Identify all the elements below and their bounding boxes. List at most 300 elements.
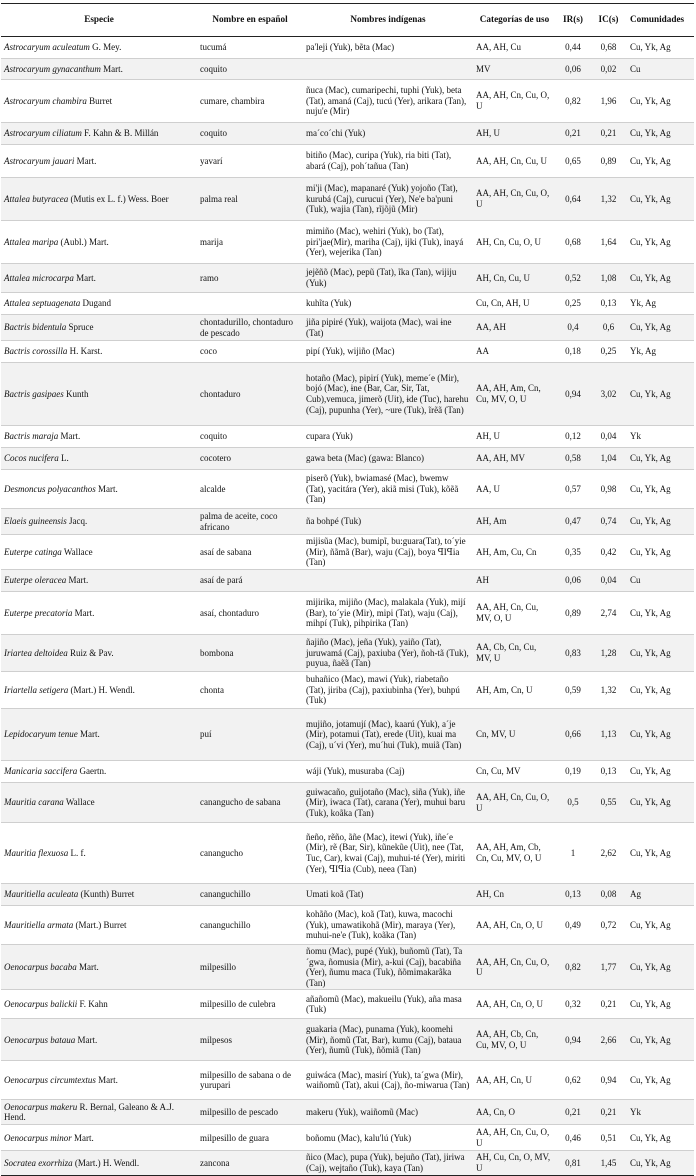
ic-value-cell: 0,89 bbox=[590, 145, 627, 178]
species-author: F. Kahn bbox=[79, 999, 108, 1010]
ic-value-cell: 0,21 bbox=[590, 123, 627, 145]
table-row bbox=[1, 426, 694, 448]
table-row bbox=[1, 315, 694, 341]
common-name-cell: chontadurillo, chontaduro de pescado bbox=[197, 315, 303, 341]
ir-value-cell: 0,94 bbox=[556, 363, 590, 426]
common-name-cell: yavarí bbox=[197, 145, 303, 178]
use-categories-cell: AA, AH, Am, Cn, Cu, MV, O, U bbox=[473, 363, 556, 426]
indigenous-names-cell: kohãño (Mac), koã (Tat), kuwa, macochi (Yuk), umawatikohã (Mir), maraya (Yer), muhui-ne'e (Tuk), koãka (Tan) bbox=[303, 906, 473, 945]
table-row bbox=[1, 341, 694, 363]
common-name-cell: zancona bbox=[197, 1151, 303, 1175]
ic-value-cell: 3,02 bbox=[590, 363, 627, 426]
table-row bbox=[1, 1151, 694, 1175]
table-row bbox=[1, 363, 694, 426]
species-binomial: Attalea maripa bbox=[4, 236, 59, 247]
communities-cell: Cu, Yk, Ag bbox=[627, 315, 694, 341]
table-row bbox=[1, 783, 694, 823]
species-author: F. Kahn & B. Millán bbox=[84, 128, 159, 139]
indigenous-names-cell: ña bohpé (Tuk) bbox=[303, 509, 473, 535]
species-binomial: Astrocaryum jauari bbox=[4, 155, 75, 166]
species-author: Mart. bbox=[74, 1132, 94, 1143]
use-categories-cell: AA, AH bbox=[473, 315, 556, 341]
species-binomial: Attalea septuagenata bbox=[4, 298, 81, 309]
ir-value-cell: 0,21 bbox=[556, 1100, 590, 1125]
table-row bbox=[1, 990, 694, 1019]
ic-value-cell: 0,74 bbox=[590, 509, 627, 535]
indigenous-names-cell: buhañico (Mac), mawi (Yuk), riabetaño (Tat), jiriba (Caj), paxiubinha (Yer), buhpú (Tuk) bbox=[303, 672, 473, 709]
use-categories-cell: AA, AH, Cn, Cu, O, U bbox=[473, 80, 556, 123]
header-ir: IR(s) bbox=[556, 4, 590, 37]
indigenous-names-cell: guakaria (Mac), punama (Yuk), koomehi (Mir), ñomũ (Tat, Bar), kumu (Caj), bataua (Yer), ñumũ (Tuk), ñõmiã (Tan) bbox=[303, 1019, 473, 1061]
common-name-cell bbox=[197, 761, 303, 783]
species-binomial: Iriartella setigera bbox=[4, 684, 69, 695]
species-binomial: Socratea exorrhiza bbox=[4, 1157, 73, 1168]
header-ic: IC(s) bbox=[590, 4, 627, 37]
common-name-cell: alcalde bbox=[197, 470, 303, 509]
species-cell bbox=[1, 178, 197, 221]
species-author: Mart. bbox=[77, 1034, 98, 1045]
species-cell bbox=[1, 37, 197, 59]
indigenous-names-cell: guiwáca (Mac), masirí (Yuk), ta´gwa (Mir), waiñomũ (Tat), akui (Caj), ño-miwarua (Tan) bbox=[303, 1061, 473, 1100]
indigenous-names-cell: añañomũ (Mac), makueilu (Yuk), aña masa (Tuk) bbox=[303, 990, 473, 1019]
ir-value-cell: 0,81 bbox=[556, 1151, 590, 1175]
indigenous-names-cell bbox=[303, 59, 473, 80]
species-binomial: Manicaria saccifera bbox=[4, 766, 78, 777]
common-name-cell: coquito bbox=[197, 59, 303, 80]
common-name-cell: palma de aceite, coco africano bbox=[197, 509, 303, 535]
communities-cell: Cu, Yk, Ag bbox=[627, 221, 694, 264]
species-cell bbox=[1, 906, 197, 945]
species-binomial: Oenocarpus bacaba bbox=[4, 961, 77, 972]
species-author: (Kunth) Burret bbox=[80, 889, 135, 900]
species-cell bbox=[1, 1061, 197, 1100]
table-row bbox=[1, 823, 694, 884]
communities-cell: Cu, Yk, Ag bbox=[627, 823, 694, 884]
ir-value-cell: 0,12 bbox=[556, 426, 590, 448]
indigenous-names-cell: ñeño, rẽño, ãñe (Mac), itewi (Yuk), iñe´e (Mir), rẽ (Bar, Sir), kũnekũe (Uit), nee (Tat, Tuc, Car), kwai (Caj), muhui-té (Yer), miriti (Yer), ꟼIꟼia (Cub), neea (Tan) bbox=[303, 823, 473, 884]
table-row bbox=[1, 672, 694, 709]
use-categories-cell: Cn, Cu, MV bbox=[473, 761, 556, 783]
indigenous-names-cell: bitiño (Mac), curipa (Yuk), ria biti (Tat), abará (Caj), poh´tañua (Tan) bbox=[303, 145, 473, 178]
communities-cell: Cu, Yk, Ag bbox=[627, 264, 694, 293]
communities-cell: Cu, Yk, Ag bbox=[627, 1151, 694, 1175]
communities-cell: Yk, Ag bbox=[627, 341, 694, 363]
species-cell bbox=[1, 448, 197, 470]
ir-value-cell: 0,64 bbox=[556, 178, 590, 221]
table-row bbox=[1, 448, 694, 470]
table-header bbox=[1, 4, 694, 37]
use-categories-cell: AA, AH, Cn, Cu, O, U bbox=[473, 783, 556, 823]
communities-cell: Cu, Yk, Ag bbox=[627, 363, 694, 426]
species-author: Gaertn. bbox=[79, 766, 107, 777]
ic-value-cell: 2,74 bbox=[590, 592, 627, 635]
use-categories-cell: AH, Am, Cu, Cn bbox=[473, 535, 556, 570]
use-categories-cell: AA, AH, Cn, Cu, MV, O, U bbox=[473, 592, 556, 635]
ir-value-cell: 0,4 bbox=[556, 315, 590, 341]
indigenous-names-cell: kuhĩta (Yuk) bbox=[303, 293, 473, 315]
ic-value-cell: 1,77 bbox=[590, 945, 627, 990]
species-binomial: Euterpe precatoria bbox=[4, 607, 73, 618]
header-categorias-uso: Categorías de uso bbox=[473, 4, 556, 37]
communities-cell: Yk bbox=[627, 426, 694, 448]
species-cell bbox=[1, 123, 197, 145]
species-binomial: Astrocaryum aculeatum bbox=[4, 42, 90, 53]
species-cell bbox=[1, 884, 197, 906]
communities-cell: Cu, Yk, Ag bbox=[627, 37, 694, 59]
communities-cell: Cu, Yk, Ag bbox=[627, 1125, 694, 1151]
indigenous-names-cell: hotaño (Mac), pipirí (Yuk), meme´e (Mir), bojó (Mac), ɨne (Bar, Car, Sir, Tat, Cub),vemuca, jimerõ (Uit), ɨde (Tuc), harehu (Caj), pupunha (Yer), ~ure (Tuk), ĩrẽã (Tan) bbox=[303, 363, 473, 426]
species-cell bbox=[1, 823, 197, 884]
species-cell bbox=[1, 145, 197, 178]
table-row bbox=[1, 535, 694, 570]
header-nombre-espanol: Nombre en español bbox=[197, 4, 303, 37]
ic-value-cell: 2,62 bbox=[590, 823, 627, 884]
table-row bbox=[1, 906, 694, 945]
species-author: L. bbox=[61, 453, 69, 464]
ic-value-cell: 0,04 bbox=[590, 426, 627, 448]
species-binomial: Mauritia carana bbox=[4, 797, 64, 808]
species-author: G. Mey. bbox=[92, 42, 122, 53]
communities-cell: Cu, Yk, Ag bbox=[627, 635, 694, 672]
indigenous-names-cell: mijisũa (Mac), bumipĩ, bu:guara(Tat), to´yie (Mir), ñãmã (Bar), waju (Caj), boya ꟼIꟼia (Tan) bbox=[303, 535, 473, 570]
species-author: Mart. bbox=[98, 483, 118, 494]
communities-cell: Cu, Yk, Ag bbox=[627, 178, 694, 221]
table-row bbox=[1, 635, 694, 672]
table-row bbox=[1, 509, 694, 535]
ic-value-cell: 0,21 bbox=[590, 990, 627, 1019]
indigenous-names-cell: ñuca (Mac), cumaripechi, tuphi (Yuk), beta (Tat), amaná (Caj), tucú (Yer), arikara (Tan), nuju'e (Mir) bbox=[303, 80, 473, 123]
table-row bbox=[1, 761, 694, 783]
species-author: Mart. bbox=[79, 961, 99, 972]
species-binomial: Mauritia flexuosa bbox=[4, 847, 69, 858]
species-cell bbox=[1, 635, 197, 672]
table-row bbox=[1, 1061, 694, 1100]
species-cell bbox=[1, 293, 197, 315]
indigenous-names-cell: cupara (Yuk) bbox=[303, 426, 473, 448]
communities-cell: Yk bbox=[627, 1100, 694, 1125]
ir-value-cell: 0,06 bbox=[556, 59, 590, 80]
ir-value-cell: 0,21 bbox=[556, 123, 590, 145]
table-row bbox=[1, 178, 694, 221]
species-author: (Mart.) H. Wendl. bbox=[74, 1157, 140, 1168]
use-categories-cell: AH, Cu, Cn, O, MV, U bbox=[473, 1151, 556, 1175]
species-cell bbox=[1, 363, 197, 426]
table-row bbox=[1, 59, 694, 80]
communities-cell: Cu, Yk, Ag bbox=[627, 145, 694, 178]
ic-value-cell: 1,04 bbox=[590, 448, 627, 470]
use-categories-cell: AA, U bbox=[473, 470, 556, 509]
use-categories-cell: MV bbox=[473, 59, 556, 80]
use-categories-cell: AH, Cn, Cu, U bbox=[473, 264, 556, 293]
indigenous-names-cell: jiña pipiré (Yuk), waijota (Mac), wai ɨne (Tat) bbox=[303, 315, 473, 341]
indigenous-names-cell: ma´co´chi (Yuk) bbox=[303, 123, 473, 145]
species-cell bbox=[1, 672, 197, 709]
species-author: Mart. bbox=[103, 63, 123, 74]
use-categories-cell: AA, AH, MV bbox=[473, 448, 556, 470]
ir-value-cell: 0,5 bbox=[556, 783, 590, 823]
ir-value-cell: 0,46 bbox=[556, 1125, 590, 1151]
species-author: Mart. bbox=[74, 607, 95, 618]
ir-value-cell: 0,65 bbox=[556, 145, 590, 178]
common-name-cell: asaí de pará bbox=[197, 570, 303, 592]
ic-value-cell: 1,45 bbox=[590, 1151, 627, 1175]
species-cell bbox=[1, 426, 197, 448]
table-row bbox=[1, 145, 694, 178]
ir-value-cell: 0,83 bbox=[556, 635, 590, 672]
ir-value-cell: 0,49 bbox=[556, 906, 590, 945]
ir-value-cell: 0,18 bbox=[556, 341, 590, 363]
species-author: Burret bbox=[89, 95, 113, 106]
ic-value-cell: 1,32 bbox=[590, 178, 627, 221]
ir-value-cell: 0,19 bbox=[556, 761, 590, 783]
common-name-cell: cumare, chambira bbox=[197, 80, 303, 123]
use-categories-cell: AA, Cn, O bbox=[473, 1100, 556, 1125]
species-binomial: Bactris maraja bbox=[4, 431, 59, 442]
species-cell bbox=[1, 1125, 197, 1151]
species-cell bbox=[1, 1100, 197, 1125]
species-cell bbox=[1, 535, 197, 570]
ir-value-cell: 0,47 bbox=[556, 509, 590, 535]
species-author: R. Bernal, Galeano & A.J. Hend. bbox=[4, 1101, 174, 1123]
ir-value-cell: 0,68 bbox=[556, 221, 590, 264]
species-cell bbox=[1, 315, 197, 341]
common-name-cell: canangucho bbox=[197, 823, 303, 884]
ic-value-cell: 0,6 bbox=[590, 315, 627, 341]
use-categories-cell: AH, Cn, Cu, O, U bbox=[473, 221, 556, 264]
communities-cell: Cu, Yk, Ag bbox=[627, 990, 694, 1019]
ic-value-cell: 1,32 bbox=[590, 672, 627, 709]
species-cell bbox=[1, 1151, 197, 1175]
species-binomial: Mauritiella armata bbox=[4, 919, 74, 930]
species-author: Wallace bbox=[65, 797, 95, 808]
indigenous-names-cell: makeru (Yuk), waiñomũ (Mac) bbox=[303, 1100, 473, 1125]
communities-cell: Cu bbox=[627, 570, 694, 592]
species-binomial: Euterpe catinga bbox=[4, 546, 62, 557]
header-comunidades: Comunidades bbox=[627, 4, 694, 37]
indigenous-names-cell: pa'leji (Yuk), bẽta (Mac) bbox=[303, 37, 473, 59]
indigenous-names-cell: mujiño, jotamují (Mac), kaarú (Yuk), a´je (Mir), potamui (Tat), erede (Uit), kuai ma (Caj), u´vi (Yer), mu´hui (Tuk), muiã (Tan) bbox=[303, 709, 473, 761]
species-author: Mart. bbox=[98, 1075, 118, 1086]
species-binomial: Mauritiella aculeata bbox=[4, 889, 79, 900]
common-name-cell: chonta bbox=[197, 672, 303, 709]
use-categories-cell: AA, AH, Am, Cb, Cn, Cu, MV, O, U bbox=[473, 823, 556, 884]
species-cell bbox=[1, 341, 197, 363]
ic-value-cell: 0,21 bbox=[590, 1100, 627, 1125]
use-categories-cell: AH, Am, Cn, U bbox=[473, 672, 556, 709]
communities-cell: Cu, Yk, Ag bbox=[627, 509, 694, 535]
table-row bbox=[1, 1125, 694, 1151]
indigenous-names-cell: piserõ (Yuk), bwiamasé (Mac), bwemw (Tat), yacitára (Yer), akiã misi (Tuk), kõẽã (Tan) bbox=[303, 470, 473, 509]
communities-cell: Cu, Yk, Ag bbox=[627, 1061, 694, 1100]
species-cell bbox=[1, 945, 197, 990]
communities-cell: Cu, Yk, Ag bbox=[627, 1019, 694, 1061]
indigenous-names-cell: mimiño (Mac), wehiri (Yuk), bo (Tat), piri'jae(Mir), mariha (Caj), ijki (Tuk), inayá (Yer), wejerika (Tan) bbox=[303, 221, 473, 264]
species-binomial: Euterpe oleracea bbox=[4, 575, 67, 586]
use-categories-cell: AA, Cb, Cn, Cu, MV, U bbox=[473, 635, 556, 672]
common-name-cell: milpesillo de guara bbox=[197, 1125, 303, 1151]
communities-cell: Cu, Yk, Ag bbox=[627, 123, 694, 145]
ir-value-cell: 0,82 bbox=[556, 945, 590, 990]
species-author: Kunth bbox=[66, 388, 89, 399]
ic-value-cell: 0,68 bbox=[590, 37, 627, 59]
ic-value-cell: 0,04 bbox=[590, 570, 627, 592]
ic-value-cell: 0,51 bbox=[590, 1125, 627, 1151]
common-name-cell: coquito bbox=[197, 426, 303, 448]
ir-value-cell: 0,35 bbox=[556, 535, 590, 570]
use-categories-cell: AH, U bbox=[473, 426, 556, 448]
use-categories-cell: AA, AH, Cb, Cn, Cu, MV, O, U bbox=[473, 1019, 556, 1061]
common-name-cell: cocotero bbox=[197, 448, 303, 470]
ir-value-cell: 0,62 bbox=[556, 1061, 590, 1100]
use-categories-cell: AA, AH, Cn, Cu, U bbox=[473, 145, 556, 178]
use-categories-cell: AH, U bbox=[473, 123, 556, 145]
communities-cell: Cu, Yk, Ag bbox=[627, 470, 694, 509]
species-binomial: Attalea butyracea bbox=[4, 193, 69, 204]
species-author: Wallace bbox=[63, 546, 93, 557]
use-categories-cell: AA, AH, Cn, Cu, O, U bbox=[473, 178, 556, 221]
ir-value-cell: 0,58 bbox=[556, 448, 590, 470]
species-author: Mart. bbox=[76, 155, 97, 166]
ir-value-cell: 0,94 bbox=[556, 1019, 590, 1061]
communities-cell: Cu, Yk, Ag bbox=[627, 945, 694, 990]
communities-cell: Cu, Yk, Ag bbox=[627, 672, 694, 709]
table-row bbox=[1, 570, 694, 592]
common-name-cell: puí bbox=[197, 709, 303, 761]
communities-cell: Cu, Yk, Ag bbox=[627, 592, 694, 635]
species-binomial: Bactris corossilla bbox=[4, 346, 68, 357]
palm-species-table bbox=[1, 3, 694, 1176]
species-cell bbox=[1, 761, 197, 783]
indigenous-names-cell: mi'ji (Mac), mapanaré (Yuk) yojoño (Tat), kurubá (Caj), curucui (Yer), Ne'e ba'puni (Tuk), wajia (Tan), rĩjõjũ (Mir) bbox=[303, 178, 473, 221]
common-name-cell: coco bbox=[197, 341, 303, 363]
species-cell bbox=[1, 990, 197, 1019]
common-name-cell: milpesillo de pescado bbox=[197, 1100, 303, 1125]
ir-value-cell: 1 bbox=[556, 823, 590, 884]
common-name-cell: cananguchillo bbox=[197, 884, 303, 906]
species-table-container bbox=[1, 3, 694, 1176]
ir-value-cell: 0,66 bbox=[556, 709, 590, 761]
use-categories-cell: AA, AH, Cu bbox=[473, 37, 556, 59]
ir-value-cell: 0,25 bbox=[556, 293, 590, 315]
species-cell bbox=[1, 59, 197, 80]
species-binomial: Oenocarpus circumtextus bbox=[4, 1075, 96, 1086]
communities-cell: Cu, Yk, Ag bbox=[627, 906, 694, 945]
species-cell bbox=[1, 592, 197, 635]
table-row bbox=[1, 1100, 694, 1125]
ic-value-cell: 0,94 bbox=[590, 1061, 627, 1100]
common-name-cell: coquito bbox=[197, 123, 303, 145]
indigenous-names-cell: mijirika, mijiño (Mac), malakala (Yuk), mijí (Bar), to´yie (Mir), mipi (Tat), waju (Caj), mihpí (Tuk), pihpirika (Tan) bbox=[303, 592, 473, 635]
species-binomial: Astrocaryum ciliatum bbox=[4, 128, 82, 139]
communities-cell: Cu, Yk, Ag bbox=[627, 761, 694, 783]
ic-value-cell: 0,98 bbox=[590, 470, 627, 509]
species-author: Spruce bbox=[68, 322, 94, 333]
indigenous-names-cell: ñajiño (Mac), jeña (Yuk), yaiño (Tat), juruwamá (Caj), paxiuba (Yer), ñoh-tã (Tuk), puyua, ñaẽã (Tan) bbox=[303, 635, 473, 672]
indigenous-names-cell bbox=[303, 570, 473, 592]
species-author: Mart. bbox=[68, 575, 89, 586]
common-name-cell: milpesos bbox=[197, 1019, 303, 1061]
species-binomial: Desmoncus polyacanthos bbox=[4, 483, 96, 494]
indigenous-names-cell: boñomu (Mac), kalu'lú (Yuk) bbox=[303, 1125, 473, 1151]
use-categories-cell: AA, AH, Cn, Cu, O, U bbox=[473, 1125, 556, 1151]
communities-cell: Cu bbox=[627, 59, 694, 80]
common-name-cell: asaí de sabana bbox=[197, 535, 303, 570]
common-name-cell: palma real bbox=[197, 178, 303, 221]
table-row bbox=[1, 1019, 694, 1061]
species-cell bbox=[1, 470, 197, 509]
common-name-cell: ramo bbox=[197, 264, 303, 293]
indigenous-names-cell: pipí (Yuk), wijiño (Mac) bbox=[303, 341, 473, 363]
header-nombres-indigenas: Nombres indígenas bbox=[303, 4, 473, 37]
table-row bbox=[1, 470, 694, 509]
species-author: (Mart.) Burret bbox=[75, 919, 127, 930]
table-row bbox=[1, 709, 694, 761]
indigenous-names-cell: gawa beta (Mac) (gawa: Blanco) bbox=[303, 448, 473, 470]
species-cell bbox=[1, 221, 197, 264]
species-author: Dugand bbox=[82, 298, 111, 309]
common-name-cell: cananguchillo bbox=[197, 906, 303, 945]
table-row bbox=[1, 293, 694, 315]
communities-cell: Cu, Yk, Ag bbox=[627, 783, 694, 823]
table-row bbox=[1, 37, 694, 59]
species-author: L. f. bbox=[70, 847, 86, 858]
ir-value-cell: 0,89 bbox=[556, 592, 590, 635]
use-categories-cell: AA, AH, Cn, Cu, O, U bbox=[473, 945, 556, 990]
use-categories-cell: Cn, MV, U bbox=[473, 709, 556, 761]
ic-value-cell: 0,13 bbox=[590, 761, 627, 783]
ir-value-cell: 0,32 bbox=[556, 990, 590, 1019]
ic-value-cell: 0,02 bbox=[590, 59, 627, 80]
species-cell bbox=[1, 509, 197, 535]
indigenous-names-cell: jejẽñõ (Mac), pepũ (Tat), ĩka (Tan), wijiju (Yuk) bbox=[303, 264, 473, 293]
use-categories-cell: AA bbox=[473, 341, 556, 363]
ir-value-cell: 0,59 bbox=[556, 672, 590, 709]
indigenous-names-cell: wáji (Yuk), musuraba (Caj) bbox=[303, 761, 473, 783]
common-name-cell: marija bbox=[197, 221, 303, 264]
species-binomial: Cocos nucifera bbox=[4, 453, 59, 464]
species-author: Ruiz & Pav. bbox=[70, 647, 114, 658]
species-binomial: Lepidocaryum tenue bbox=[4, 729, 78, 740]
ir-value-cell: 0,44 bbox=[556, 37, 590, 59]
ic-value-cell: 2,66 bbox=[590, 1019, 627, 1061]
communities-cell: Ag bbox=[627, 884, 694, 906]
ic-value-cell: 0,08 bbox=[590, 884, 627, 906]
species-binomial: Bactris gasipaes bbox=[4, 388, 64, 399]
common-name-cell: bombona bbox=[197, 635, 303, 672]
ic-value-cell: 0,13 bbox=[590, 293, 627, 315]
communities-cell: Cu, Yk, Ag bbox=[627, 709, 694, 761]
species-author: Mart. bbox=[76, 272, 96, 283]
ic-value-cell: 1,08 bbox=[590, 264, 627, 293]
indigenous-names-cell: ñomu (Mac), pupé (Yuk), buñomũ (Tat), Ta´gwa, ñomusia (Mir), a-kui (Caj), bacabiña (Yer), ñumu maca (Tuk), ñõmimakarãka (Tan) bbox=[303, 945, 473, 990]
communities-cell: Cu, Yk, Ag bbox=[627, 535, 694, 570]
indigenous-names-cell: guiwacaño, guijotaño (Mac), siña (Yuk), iñe (Mir), iwaca (Tat), carana (Yer), muhui baru (Tuk), koãka (Tan) bbox=[303, 783, 473, 823]
ic-value-cell: 1,28 bbox=[590, 635, 627, 672]
common-name-cell: asaí, chontaduro bbox=[197, 592, 303, 635]
ir-value-cell: 0,57 bbox=[556, 470, 590, 509]
indigenous-names-cell: Umati koã (Tat) bbox=[303, 884, 473, 906]
species-binomial: Oenocarpus makeru bbox=[4, 1101, 78, 1112]
table-row bbox=[1, 264, 694, 293]
species-cell bbox=[1, 1019, 197, 1061]
common-name-cell: milpesillo de sabana o de yurupari bbox=[197, 1061, 303, 1100]
use-categories-cell: AH, Cn bbox=[473, 884, 556, 906]
species-author: Mart. bbox=[60, 431, 81, 442]
use-categories-cell: AA, AH, Cn, U bbox=[473, 1061, 556, 1100]
communities-cell: Cu, Yk, Ag bbox=[627, 80, 694, 123]
ic-value-cell: 1,64 bbox=[590, 221, 627, 264]
species-binomial: Oenocarpus bataua bbox=[4, 1034, 76, 1045]
